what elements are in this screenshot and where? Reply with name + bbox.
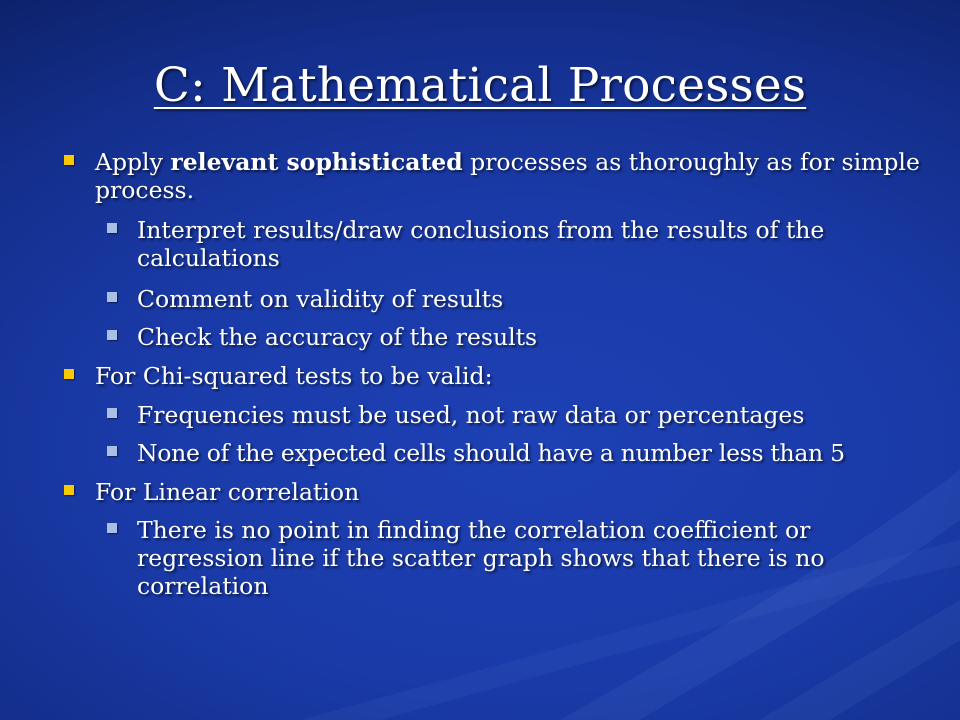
sub-bullet-square-icon bbox=[107, 223, 117, 233]
bullet-text-bold: relevant sophisticated bbox=[170, 148, 463, 176]
bullet-text-start: Apply bbox=[95, 148, 171, 176]
bullet-item: For Chi-squared tests to be valid: bbox=[95, 362, 493, 390]
bullet-square-icon bbox=[64, 155, 74, 165]
sub-bullet-square-icon bbox=[107, 330, 117, 340]
bullet-square-icon bbox=[64, 369, 74, 379]
bullet-item-apply-processes bbox=[95, 148, 925, 204]
bullet-item: For Linear correlation bbox=[95, 478, 360, 506]
sub-bullet-square-icon bbox=[107, 408, 117, 418]
sub-bullet-item: There is no point in finding the correlation coefficient or regression line if the scatter graph shows that there is no correlation bbox=[137, 516, 825, 600]
bullet-square-icon bbox=[64, 485, 74, 495]
sub-bullet-item: None of the expected cells should have a number less than 5 bbox=[137, 439, 845, 467]
sub-bullet-item: Interpret results/draw conclusions from the results of the calculations bbox=[137, 216, 825, 272]
sub-bullet-item: Check the accuracy of the results bbox=[137, 323, 538, 351]
sub-bullet-item: Comment on validity of results bbox=[137, 285, 504, 313]
sub-bullet-square-icon bbox=[107, 446, 117, 456]
slide-title: C: Mathematical Processes bbox=[153, 58, 807, 113]
bullet-text-end: processes as thoroughly as for simple process. bbox=[95, 148, 920, 204]
sub-bullet-item: Frequencies must be used, not raw data or percentages bbox=[137, 401, 805, 429]
sub-bullet-square-icon bbox=[107, 292, 117, 302]
sub-bullet-square-icon bbox=[107, 523, 117, 533]
